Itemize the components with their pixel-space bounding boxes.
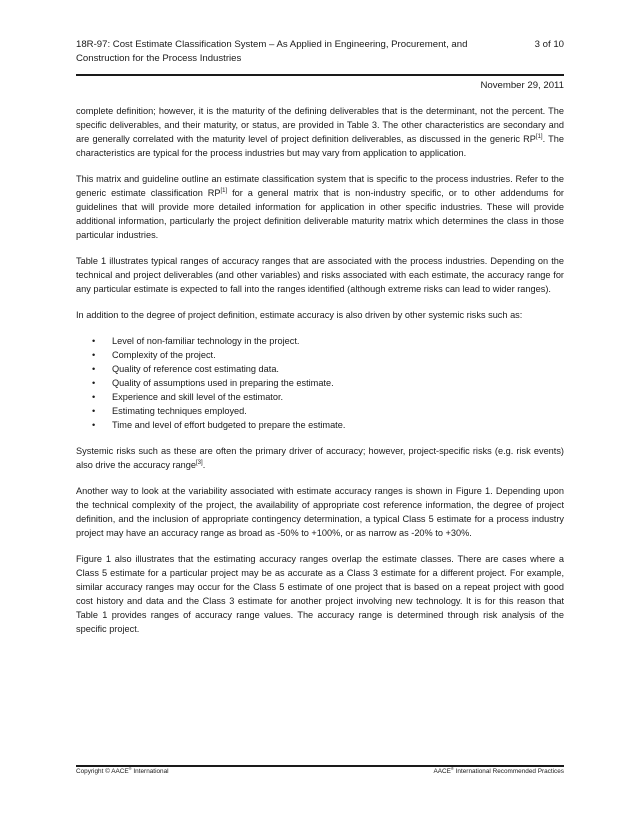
citation: [1] xyxy=(535,133,543,140)
footer-rule xyxy=(76,765,564,767)
document-date: November 29, 2011 xyxy=(480,80,564,91)
page-footer xyxy=(76,765,564,775)
bullet-icon: • xyxy=(92,420,96,430)
bullet-icon: • xyxy=(92,406,96,416)
list-item: • Experience and skill level of the estimator. xyxy=(92,392,284,402)
paragraph: In addition to the degree of project definition, estimate accuracy is also driven by other systemic risks such as: xyxy=(76,310,523,320)
paragraph: complete definition; however, it is the maturity of the defining deliverables that is the determinant, not the percent. The specific deliverables, and their maturity, or status, are provided in Table 3. The other characteristics are secondary and are generally correlated with the maturity level of project definition deliverables, as discussed in the generic RP[1]. The characteristics are typical for the process industries but may vary from application to application. xyxy=(76,106,564,158)
list-item: • Time and level of effort budgeted to prepare the estimate. xyxy=(92,420,346,430)
header-rule xyxy=(76,74,564,76)
series-name: AACE® International Recommended Practices xyxy=(433,765,564,775)
list-item: • Level of non-familiar technology in the project. xyxy=(92,336,300,346)
bullet-icon: • xyxy=(92,378,96,388)
paragraph: Systemic risks such as these are often the primary driver of accuracy; however, project-specific risks (e.g. risk events) also drive the accuracy range[3]. xyxy=(76,446,564,470)
document-title: 18R-97: Cost Estimate Classification System – As Applied in Engineering, Procurement, and Construction for the Process Industries xyxy=(76,39,468,64)
citation: [3] xyxy=(196,459,203,466)
citation: [1] xyxy=(220,187,228,194)
paragraph: Another way to look at the variability associated with estimate accuracy ranges is shown in Figure 1. Depending upon the technical complexity of the project, the availability of appropriate cost reference information, the degree of project definition, and the inclusion of appropriate contingency determination, a typical Class 5 estimate for a process industry project may have an accuracy range as broad as -50% to +100%, or as narrow as -20% to +30%. xyxy=(76,486,564,538)
page-number: 3 of 10 xyxy=(534,39,564,50)
paragraph: Table 1 illustrates typical ranges of accuracy ranges that are associated with the process industries. Depending on the technical and project deliverables (and other variables) and risks associated with each estimate, the accuracy range for any particular estimate is expected to fall into the ranges identified (although extreme risks can lead to wider ranges). xyxy=(76,256,564,294)
copyright-notice: Copyright © AACE® International xyxy=(76,765,169,775)
risk-list xyxy=(76,334,564,432)
paragraph: This matrix and guideline outline an estimate classification system that is specific to the process industries. Refer to the generic estimate classification RP[1] for a general matrix that is non-industry specific, or to other addendums for guidelines that will provide more detailed information for application in other specific industries. These will provide additional information, particularly the project definition deliverable maturity matrix which determines the class in those particular industries. xyxy=(76,174,564,240)
bullet-icon: • xyxy=(92,350,96,360)
list-item: • Quality of reference cost estimating data. xyxy=(92,364,279,374)
list-item: • Estimating techniques employed. xyxy=(92,406,247,416)
page-header xyxy=(76,38,564,66)
body-text xyxy=(76,104,564,648)
list-item: • Quality of assumptions used in preparing the estimate. xyxy=(92,378,334,388)
list-item: • Complexity of the project. xyxy=(92,350,216,360)
paragraph: Figure 1 also illustrates that the estimating accuracy ranges overlap the estimate classes. There are cases where a Class 5 estimate for a particular project may be as accurate as a Class 3 estimate for a different project. For example, similar accuracy ranges may occur for the Class 5 estimate of one project that is based on a repeat project with good cost history and data and the Class 3 estimate for another project involving new technology. It is for this reason that Table 1 provides ranges of accuracy range values. The accuracy range is determined through risk analysis of the specific project. xyxy=(76,554,564,634)
bullet-icon: • xyxy=(92,364,96,374)
bullet-icon: • xyxy=(92,392,96,402)
bullet-icon: • xyxy=(92,336,96,346)
